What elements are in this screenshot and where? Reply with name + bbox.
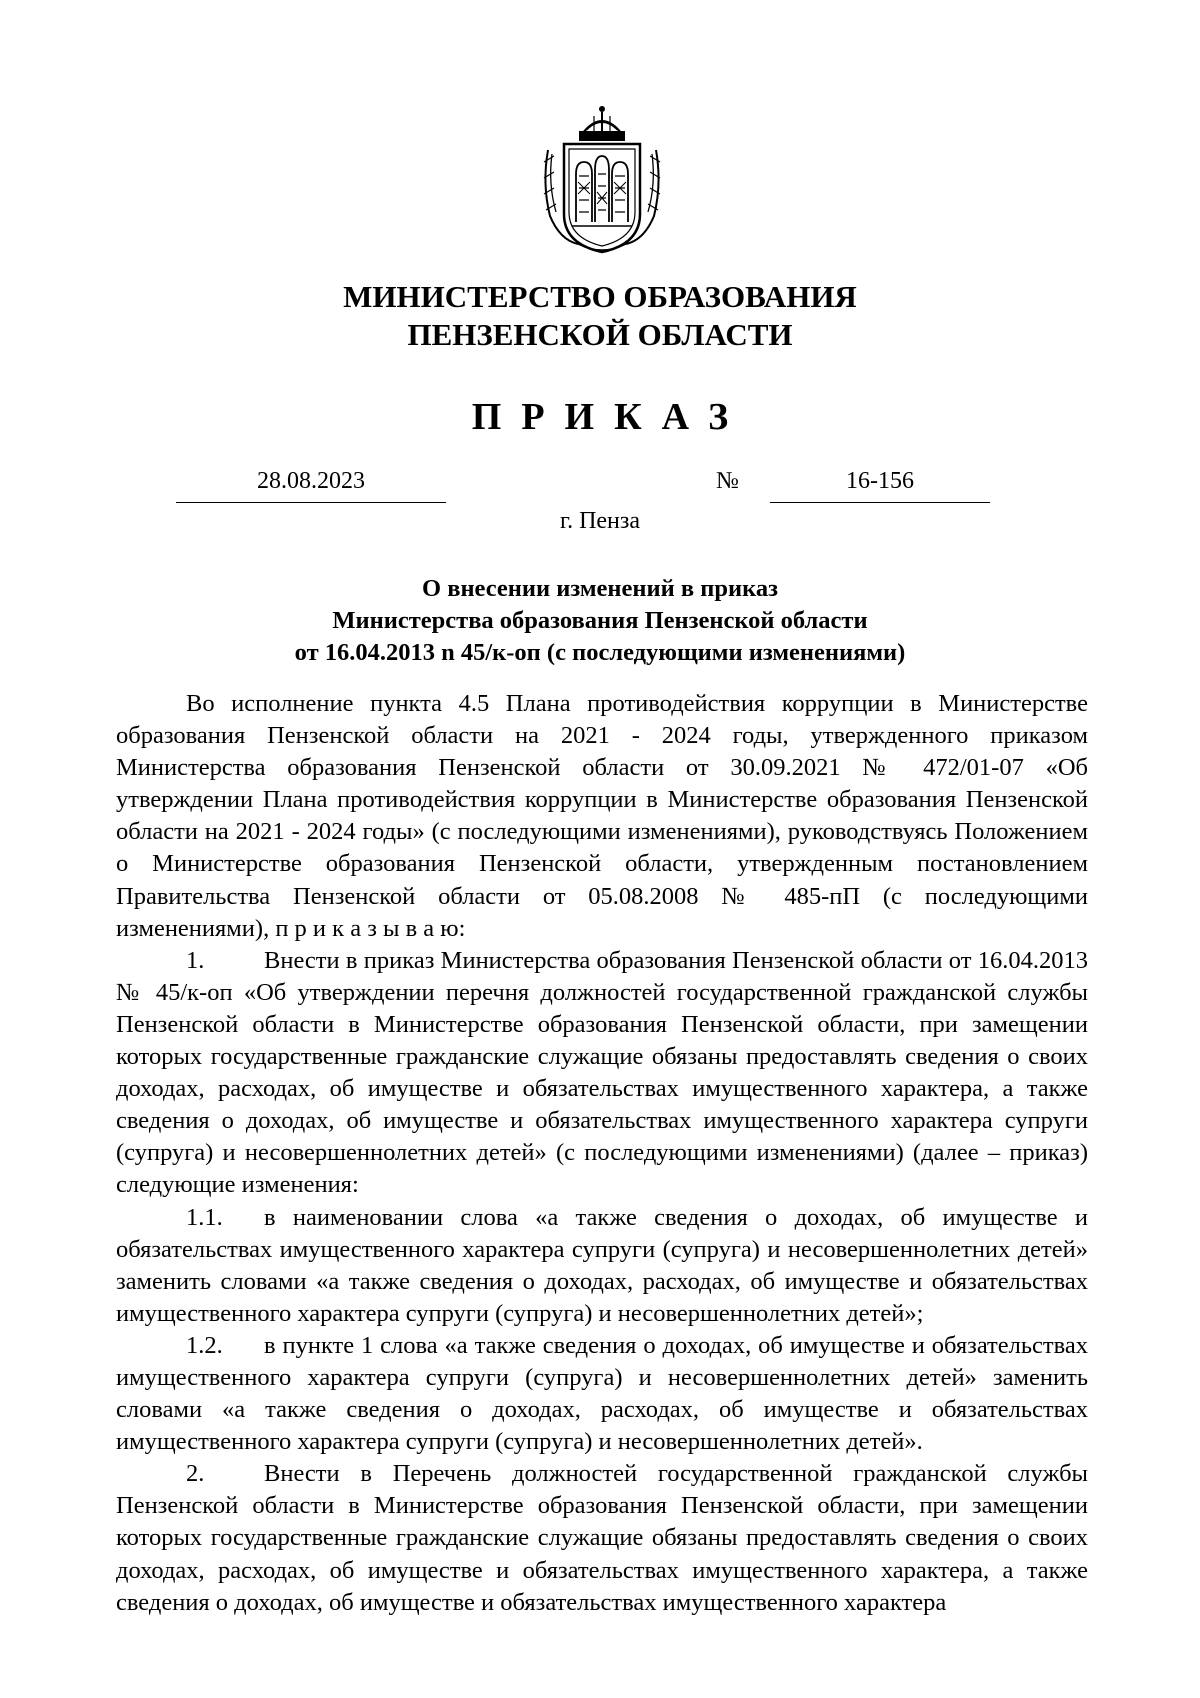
preamble-paragraph: Во исполнение пункта 4.5 Плана противодействия коррупции в Министерстве образования Пензенской области на 2021 - 2024 годы, утвержденного приказом Министерства образования Пензенской области от 30.09.2021 № 472/01-07 «Об утверждении Плана противодействия коррупции в Министерстве образования Пензенской области на 2021 - 2024 годы» (с последующими изменениями), руководствуясь Положением о Министерстве образования Пензенской области, утвержденным постановлением Правительства Пензенской области от 05.08.2008 № 485-пП (с последующими изменениями), п р и к а з ы в а ю: [116, 690, 1088, 942]
ministry-name-line2: ПЕНЗЕНСКОЙ ОБЛАСТИ [407, 317, 793, 352]
order-subject [0, 573, 1200, 669]
list-item [116, 1202, 1088, 1330]
item-number: 1.1. [186, 1203, 223, 1231]
number-sign: № [716, 468, 739, 494]
order-body [116, 688, 1088, 1619]
item-text: Внести в приказ Министерства образования Пензенской области от 16.04.2013 № 45/к-оп «Об утверждении перечня должностей государственной гражданской службы Пензенской области в Министерстве образования Пензенской области, при замещении которых государственные гражданские служащие обязаны предоставлять сведения о своих доходах, расходах, об имуществе и обязательствах имущественного характера, а также сведения о доходах, об имуществе и обязательствах имущественного характера супруги (супруга) и несовершеннолетних детей» (с последующими изменениями) (далее – приказ) следующие изменения: [116, 946, 1088, 1199]
item-number: 1.2. [186, 1331, 223, 1359]
order-date: 28.08.2023 [257, 468, 365, 494]
document-type-title: ПРИКАЗ [471, 396, 749, 438]
list-item [116, 1330, 1088, 1458]
ministry-name [0, 278, 1200, 354]
item-number: 2. [186, 1460, 205, 1488]
subject-line3: от 16.04.2013 n 45/к-оп (с последующими изменениями) [294, 639, 906, 666]
coat-of-arms-emblem [538, 104, 666, 256]
item-number: 1. [186, 946, 205, 974]
ministry-name-line1: МИНИСТЕРСТВО ОБРАЗОВАНИЯ [343, 279, 857, 314]
list-item [116, 1458, 1088, 1618]
date-underline [176, 502, 446, 503]
item-text: в пункте 1 слова «а также сведения о доходах, об имуществе и обязательствах имущественного характера супруги (супруга) и несовершеннолетних детей» заменить словами «а также сведения о доходах, расходах, об имуществе и обязательствах имущественного характера супруги (супруга) и несовершеннолетних детей». [116, 1331, 1088, 1456]
list-item [116, 945, 1088, 1202]
item-text: Внести в Перечень должностей государственной гражданской службы Пензенской области в Министерстве образования Пензенской области, при замещении которых государственные гражданские служащие обязаны предоставлять сведения о своих доходах, расходах, об имуществе и обязательствах имущественного характера, а также сведения о доходах, об имуществе и обязательствах имущественного характера [116, 1460, 1088, 1616]
subject-line2: Министерства образования Пензенской области [332, 607, 868, 634]
number-underline [770, 502, 990, 503]
subject-line1: О внесении изменений в приказ [422, 575, 778, 602]
order-number: 16-156 [846, 468, 914, 494]
city: г. Пенза [559, 508, 641, 534]
item-text: в наименовании слова «а также сведения о доходах, об имуществе и обязательствах имущественного характера супруги (супруга) и несовершеннолетних детей» заменить словами «а также сведения о доходах, расходах, об имуществе и обязательствах имущественного характера супруги (супруга) и несовершеннолетних детей»; [116, 1203, 1088, 1327]
